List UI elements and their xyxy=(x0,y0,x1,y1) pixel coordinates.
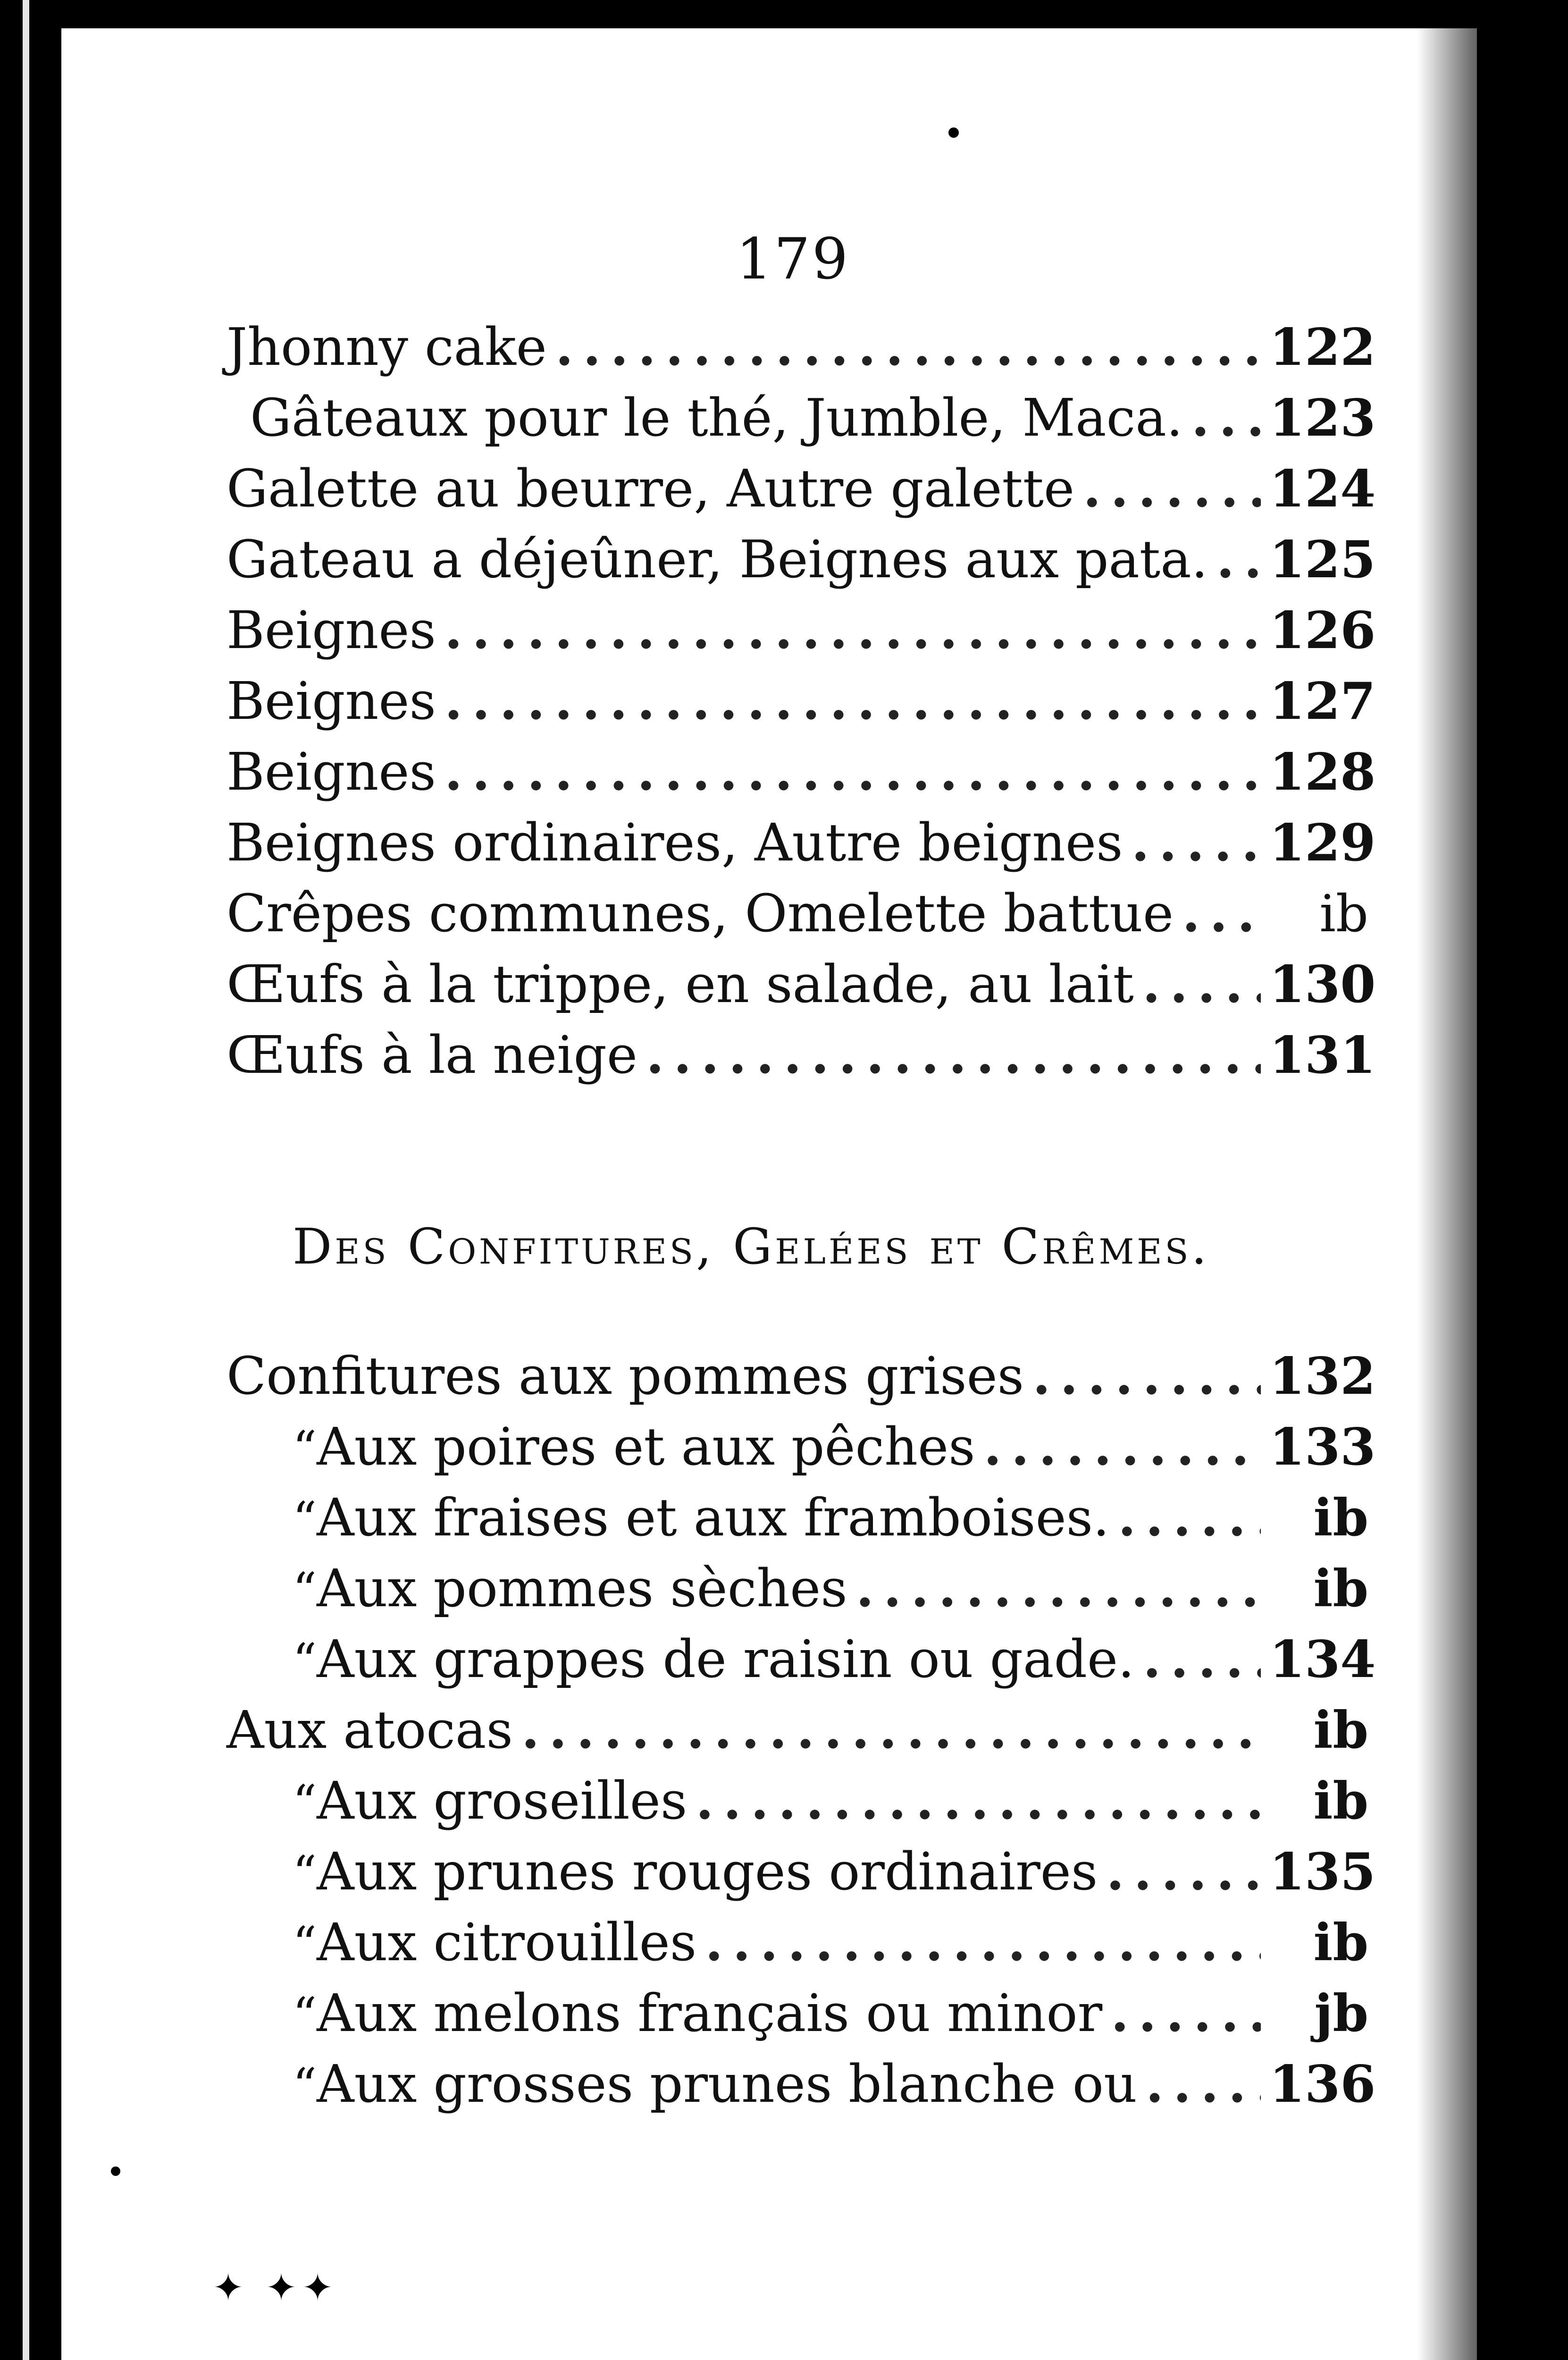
leader-dots xyxy=(1032,1345,1261,1406)
toc-entry xyxy=(293,1982,1368,2053)
ditto-mark: “ xyxy=(293,1421,317,1476)
toc-entry-title: Beignes ordinaires, Autre beignes xyxy=(226,812,1123,873)
toc-entry-title: Gâteaux pour le thé, Jumble, Maca. xyxy=(250,388,1183,448)
toc-entry-title: Œufs à la trippe, en salade, au lait xyxy=(226,954,1134,1014)
leader-dots xyxy=(1182,883,1261,944)
leader-dots xyxy=(984,1416,1261,1477)
toc-entry-title: Aux pommes sèches xyxy=(317,1558,847,1618)
leader-dots xyxy=(696,1770,1261,1831)
scan-right-shadow xyxy=(1417,0,1568,2360)
toc-entry-title: Beignes xyxy=(226,600,436,660)
toc-entry-page: ib xyxy=(1319,885,1368,944)
toc-entry-page: ib xyxy=(1313,1701,1368,1760)
toc-entry-page: 128 xyxy=(1269,742,1376,802)
leader-dots xyxy=(1216,529,1261,590)
toc-entry xyxy=(226,458,1376,529)
leader-dots xyxy=(1191,387,1261,448)
ditto-mark: “ xyxy=(293,2058,317,2113)
toc-entry-title: Aux prunes rouges ordinaires xyxy=(317,1841,1098,1902)
leader-dots xyxy=(1143,1628,1261,1689)
toc-entry-title: Aux grosses prunes blanche ou xyxy=(317,2054,1137,2114)
toc-entry-title: Galette au beurre, Autre galette xyxy=(226,458,1075,519)
ditto-mark: “ xyxy=(293,1562,317,1618)
toc-entry-title: Aux atocas xyxy=(226,1700,513,1760)
printer-ornament: ✦ ✦✦ xyxy=(212,2266,338,2309)
leader-dots xyxy=(521,1699,1261,1760)
toc-entry xyxy=(293,1912,1368,1982)
toc-entry-page: 124 xyxy=(1269,459,1376,519)
ink-speckle xyxy=(111,2166,120,2176)
toc-entry xyxy=(226,316,1376,387)
toc-entry-page: ib xyxy=(1313,1488,1368,1548)
toc-entry-title: Aux grappes de raisin ou gade. xyxy=(317,1629,1135,1689)
toc-entry-page: 130 xyxy=(1269,955,1376,1014)
toc-entry-page: 133 xyxy=(1269,1417,1376,1477)
toc-entry-title: Beignes xyxy=(226,742,436,802)
toc-entry xyxy=(226,953,1376,1024)
toc-entry-page: 125 xyxy=(1269,530,1376,590)
toc-entry-title: Aux groseilles xyxy=(317,1770,688,1831)
toc-entry xyxy=(293,1770,1368,1841)
toc-entry xyxy=(226,741,1376,812)
toc-entry xyxy=(226,1345,1376,1416)
toc-entry-title: Confitures aux pommes grises xyxy=(226,1346,1024,1406)
toc-entry xyxy=(226,1024,1376,1095)
toc-entry-page: 126 xyxy=(1269,601,1376,660)
leader-dots xyxy=(444,670,1261,731)
toc-entry-page: 134 xyxy=(1269,1630,1376,1689)
leader-dots xyxy=(1118,1487,1261,1548)
toc-entry-page: 129 xyxy=(1269,813,1376,873)
toc-entry xyxy=(226,1699,1368,1770)
toc-entry-title: Aux citrouilles xyxy=(317,1912,697,1972)
toc-entry xyxy=(293,1558,1368,1628)
toc-entry-page: 123 xyxy=(1269,388,1376,448)
toc-entry-page: ib xyxy=(1313,1559,1368,1618)
toc-entry-title: Aux poires et aux pêches xyxy=(317,1416,975,1477)
toc-entry-page: 135 xyxy=(1269,1842,1376,1902)
toc-entry-page: 127 xyxy=(1269,672,1376,731)
scan-top-border xyxy=(0,0,1568,28)
toc-entry xyxy=(293,1628,1376,1699)
page-number: 179 xyxy=(736,227,850,292)
ditto-mark: “ xyxy=(293,1987,317,2042)
toc-entry-page: 132 xyxy=(1269,1347,1376,1406)
toc-entry-title: Aux melons français ou minor xyxy=(317,1983,1103,2043)
book-spine xyxy=(0,0,61,2360)
ink-speckle xyxy=(948,127,959,138)
toc-entry-page: jb xyxy=(1314,1984,1368,2043)
ditto-mark: “ xyxy=(293,1846,317,1901)
leader-dots xyxy=(1083,458,1261,519)
toc-entry xyxy=(226,883,1368,953)
toc-entry xyxy=(226,529,1376,599)
leader-dots xyxy=(555,316,1261,377)
toc-entry xyxy=(293,1487,1368,1558)
ditto-mark: “ xyxy=(293,1492,317,1547)
toc-entry-title: Aux fraises et aux framboises. xyxy=(317,1487,1110,1548)
ditto-mark: “ xyxy=(293,1633,317,1688)
toc-entry-title: Beignes xyxy=(226,671,436,731)
leader-dots xyxy=(444,741,1261,802)
spine-edge-line xyxy=(23,0,29,2360)
leader-dots xyxy=(856,1558,1261,1618)
toc-entry xyxy=(293,1416,1376,1487)
leader-dots xyxy=(646,1024,1261,1085)
leader-dots xyxy=(705,1912,1261,1972)
toc-entry xyxy=(226,812,1376,883)
toc-entry-title: Crêpes communes, Omelette battue xyxy=(226,883,1174,944)
toc-entry-title: Œufs à la neige xyxy=(226,1025,637,1085)
toc-entry-title: Gateau a déjeûner, Beignes aux pata. xyxy=(226,529,1208,590)
ink-speckle xyxy=(1482,529,1494,543)
toc-entry-page: ib xyxy=(1313,1913,1368,1972)
toc-entry-page: 122 xyxy=(1269,318,1376,377)
toc-entry-page: ib xyxy=(1313,1771,1368,1831)
leader-dots xyxy=(1146,2053,1261,2114)
leader-dots xyxy=(1106,1841,1261,1902)
toc-entry xyxy=(293,1841,1376,1912)
toc-entry-page: 131 xyxy=(1269,1026,1376,1085)
toc-entry xyxy=(226,599,1376,670)
toc-entry xyxy=(250,387,1376,458)
toc-entry-page: 136 xyxy=(1269,2055,1376,2114)
ditto-mark: “ xyxy=(293,1916,317,1972)
ditto-mark: “ xyxy=(293,1775,317,1830)
leader-dots xyxy=(1142,953,1261,1014)
toc-entry xyxy=(293,2053,1376,2124)
toc-entry-title: Jhonny cake xyxy=(226,317,547,377)
leader-dots xyxy=(1111,1982,1261,2043)
leader-dots xyxy=(1132,812,1261,873)
leader-dots xyxy=(444,599,1261,660)
section-heading: Des Confitures, Gelées et Crêmes. xyxy=(293,1218,1210,1275)
toc-entry xyxy=(226,670,1376,741)
